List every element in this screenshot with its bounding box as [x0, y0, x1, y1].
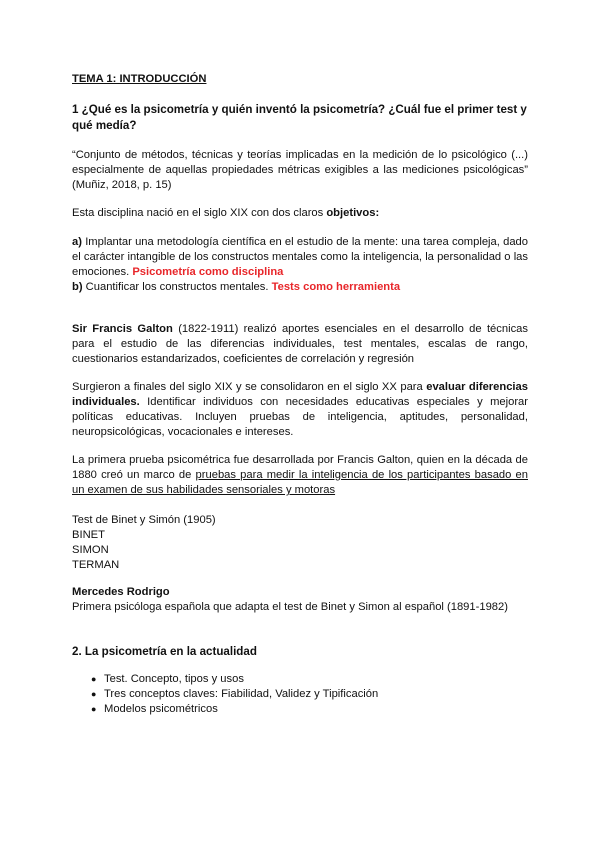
- galton-paragraph: [72, 322, 528, 367]
- bullet-icon: ●: [91, 674, 97, 684]
- document-title: TEMA 1: INTRODUCCIÓN: [72, 73, 207, 85]
- objective-a-label: a): [72, 236, 82, 248]
- objective-b-label: b): [72, 281, 83, 293]
- rodrigo-text: Primera psicóloga española que adapta el test de Binet y Simon al español (1891-1982): [72, 601, 508, 613]
- objective-b-text: Cuantificar los constructos mentales.: [82, 281, 272, 293]
- first-test-paragraph: [72, 453, 528, 498]
- topics-list: [72, 672, 528, 717]
- list-item-text: Test. Concepto, tipos y usos: [104, 673, 244, 685]
- section-1-heading: 1 ¿Qué es la psicometría y quién inventó la psicometría? ¿Cuál fue el primer test y qué medía?: [72, 103, 527, 132]
- list-item: [72, 687, 528, 702]
- bullet-icon: ●: [91, 689, 97, 699]
- binet-line: BINET: [72, 529, 105, 541]
- rodrigo-paragraph: [72, 585, 528, 615]
- objective-b-highlight: Tests como herramienta: [271, 281, 401, 293]
- emergence-bold: evaluar diferencias individuales.: [72, 381, 528, 408]
- list-item-text: Modelos psicométricos: [104, 703, 218, 715]
- bullet-icon: ●: [91, 704, 97, 714]
- section-2-heading: 2. La psicometría en la actualidad: [72, 645, 257, 658]
- origin-bold: objetivos:: [326, 207, 380, 219]
- galton-name: Sir Francis Galton: [72, 323, 173, 335]
- binet-line: SIMON: [72, 544, 109, 556]
- definition-quote: “Conjunto de métodos, técnicas y teorías implicadas en la medición de lo psicológico (...) especialmente de aquellas propiedades métricas exigibles a las mediciones psicológicas” (Muñiz, 2018, p. 15): [72, 149, 528, 191]
- origin-paragraph: [72, 206, 528, 221]
- list-item-text: Tres conceptos claves: Fiabilidad, Validez y Tipificación: [104, 688, 379, 700]
- binet-line: TERMAN: [72, 559, 120, 571]
- objective-a-highlight: Psicometría como disciplina: [132, 266, 284, 278]
- first-test-text: La primera prueba psicométrica fue desarrollada por Francis Galton, quien en la década de 1880 creó un marco de: [72, 454, 528, 481]
- origin-text: Esta disciplina nació en el siglo XIX con dos claros: [72, 207, 327, 219]
- rodrigo-name: Mercedes Rodrigo: [72, 586, 170, 598]
- list-item: [72, 672, 528, 687]
- list-item: [72, 702, 528, 717]
- objectives-paragraph: [72, 235, 528, 295]
- binet-list: [72, 513, 528, 573]
- emergence-rest: Identificar individuos con necesidades educativas especiales y mejorar políticas educativas. Incluyen pruebas de inteligencia, aptitudes, personalidad, neuropsicológicas, vocacionales e intereses.: [72, 396, 528, 438]
- first-test-underlined: pruebas para medir la inteligencia de los participantes basado en un examen de sus habilidades sensoriales y motoras: [72, 469, 528, 496]
- emergence-text: Surgieron a finales del siglo XIX y se consolidaron en el siglo XX para: [72, 381, 427, 393]
- objective-a-text: Implantar una metodología científica en el estudio de la mente: una tarea compleja, dado el carácter intangible de los constructos mentales como la inteligencia, la personalidad o las emociones.: [72, 236, 528, 278]
- binet-line: Test de Binet y Simón (1905): [72, 514, 216, 526]
- emergence-paragraph: [72, 380, 528, 440]
- galton-text: (1822-1911) realizó aportes esenciales en el desarrollo de técnicas para el estudio de las diferencias individuales, test mentales, escalas de rango, cuestionarios estandarizados, coeficientes de correlación y regresión: [72, 323, 528, 365]
